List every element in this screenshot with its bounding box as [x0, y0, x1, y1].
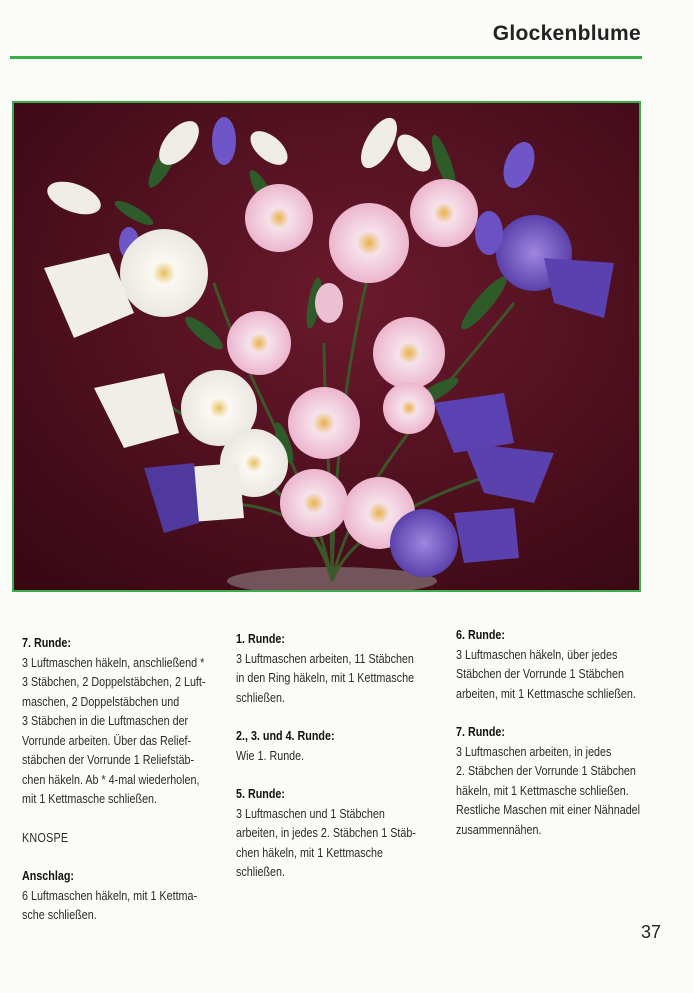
round-heading: 1. Runde: [236, 632, 285, 646]
instruction-line: 3 Stäbchen, 2 Doppelstäbchen, 2 Luft- [22, 675, 206, 689]
instruction-line: 2. Stäbchen der Vorrunde 1 Stäbchen [456, 764, 636, 778]
instruction-line: mit 1 Kettmasche schließen. [22, 792, 158, 806]
round-heading: 7. Runde: [456, 725, 505, 739]
instruction-line: in den Ring häkeln, mit 1 Kettmasche [236, 671, 415, 685]
instruction-line: 3 Stäbchen in die Luftmaschen der [22, 714, 189, 728]
instruction-line: stäbchen der Vorrunde 1 Reliefstäb- [22, 753, 195, 767]
instruction-line: schließen. [236, 690, 286, 705]
instruction-line: arbeiten, in jedes 2. Stäbchen 1 Stäb- [236, 826, 416, 840]
instruction-line: arbeiten, mit 1 Kettmasche schließen. [456, 686, 636, 701]
round-heading: 6. Runde: [456, 628, 505, 642]
round-heading: 7. Runde: [22, 636, 71, 650]
page-title: Glockenblume [492, 22, 641, 45]
instruction-line: 6 Luftmaschen häkeln, mit 1 Kettma- [22, 888, 198, 903]
round-heading: Anschlag: [22, 869, 74, 883]
instruction-line: chen häkeln. Ab * 4-mal wiederholen, [22, 772, 200, 787]
flower-illustration [14, 103, 639, 590]
instruction-line: 3 Luftmaschen arbeiten, in jedes [456, 744, 612, 759]
instruction-line: chen häkeln, mit 1 Kettmasche [236, 845, 384, 860]
instruction-line: maschen, 2 Doppelstäbchen und [22, 694, 180, 709]
instruction-line: Wie 1. Runde. [236, 748, 305, 763]
instruction-line: 3 Luftmaschen und 1 Stäbchen [236, 806, 385, 821]
instruction-line: 3 Luftmaschen häkeln, anschließend * [22, 655, 205, 670]
page-number: 37 [640, 922, 661, 942]
round-heading: 5. Runde: [236, 787, 285, 801]
instruction-line: schließen. [236, 865, 286, 879]
section-heading: KNOSPE [22, 830, 69, 845]
instruction-line: zusammennähen. [456, 822, 542, 837]
instruction-line: Restliche Maschen mit einer Nähnadel [456, 803, 641, 817]
instruction-line: 3 Luftmaschen häkeln, über jedes [456, 647, 618, 662]
instruction-line: 3 Luftmaschen arbeiten, 11 Stäbchen [236, 651, 414, 666]
instruction-line: Vorrunde arbeiten. Über das Relief- [22, 733, 192, 748]
instruction-line: sche schließen. [22, 908, 97, 922]
title-rule [10, 56, 642, 59]
instructions-column-3 [456, 626, 662, 840]
instructions-column-2 [236, 630, 430, 883]
instructions-column-1 [22, 634, 216, 926]
round-heading: 2., 3. und 4. Runde: [236, 729, 335, 743]
instruction-line: Stäbchen der Vorrunde 1 Stäbchen [456, 667, 624, 681]
flower-photo [12, 101, 641, 592]
instruction-line: häkeln, mit 1 Kettmasche schließen. [456, 783, 629, 798]
